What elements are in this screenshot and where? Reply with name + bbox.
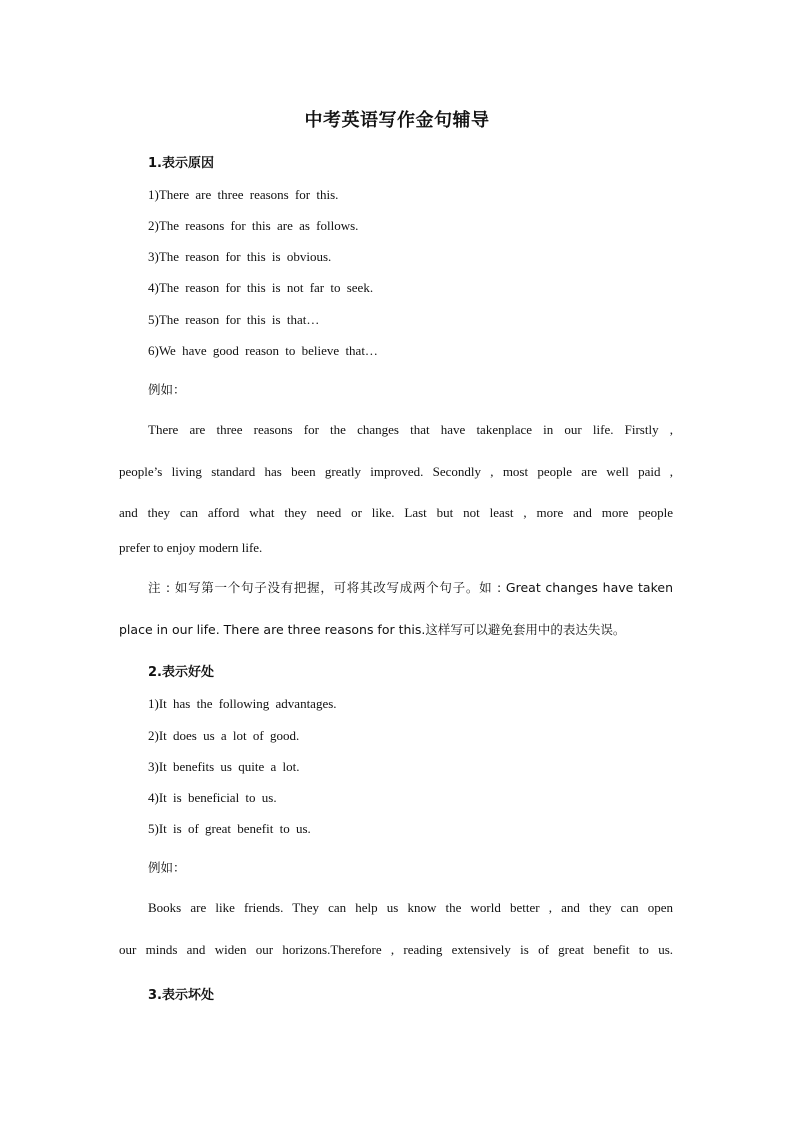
example-paragraph-line: people’s living standard has been greatly improved. Secondly , most people are well paid , (119, 464, 673, 479)
note-line: place in our life. There are three reasons for this.这样写可以避免套用中的表达失误。 (119, 622, 626, 637)
example-label: 例如： (148, 860, 186, 875)
example-paragraph-line: Books are like friends. They can help us know the world better , and they can open (148, 900, 673, 915)
list-item: 4)It is beneficial to us. (148, 790, 277, 805)
list-item: 3)The reason for this is obvious. (148, 249, 332, 264)
note-line: 注 : 如写第一个句子没有把握，可将其改写成两个句子。如 : Great changes have taken (148, 580, 673, 595)
example-label: 例如： (148, 382, 186, 397)
list-item: 3)It benefits us quite a lot. (148, 759, 300, 774)
list-item: 4)The reason for this is not far to seek. (148, 280, 374, 295)
list-item: 1)It has the following advantages. (148, 696, 337, 711)
section-heading-disadvantages: 3.表示坏处 (148, 988, 214, 1003)
list-item: 6)We have good reason to believe that… (148, 343, 378, 358)
example-paragraph-line: and they can afford what they need or like. Last but not least , more and more people (119, 505, 673, 520)
list-item: 5)The reason for this is that… (148, 312, 320, 327)
list-item: 2)The reasons for this are as follows. (148, 218, 359, 233)
list-item: 5)It is of great benefit to us. (148, 821, 311, 836)
list-item: 2)It does us a lot of good. (148, 728, 300, 743)
section-heading-benefits: 2.表示好处 (148, 665, 214, 680)
example-paragraph-line: our minds and widen our horizons.Therefore , reading extensively is of great benefit to us. (119, 942, 673, 957)
section-heading-reasons: 1.表示原因 (148, 156, 214, 171)
page-title: 中考英语写作金句辅导 (304, 110, 490, 131)
example-paragraph-line: prefer to enjoy modern life. (119, 540, 263, 555)
list-item: 1)There are three reasons for this. (148, 187, 339, 202)
example-paragraph-line: There are three reasons for the changes that have takenplace in our life. Firstly , (148, 422, 673, 437)
